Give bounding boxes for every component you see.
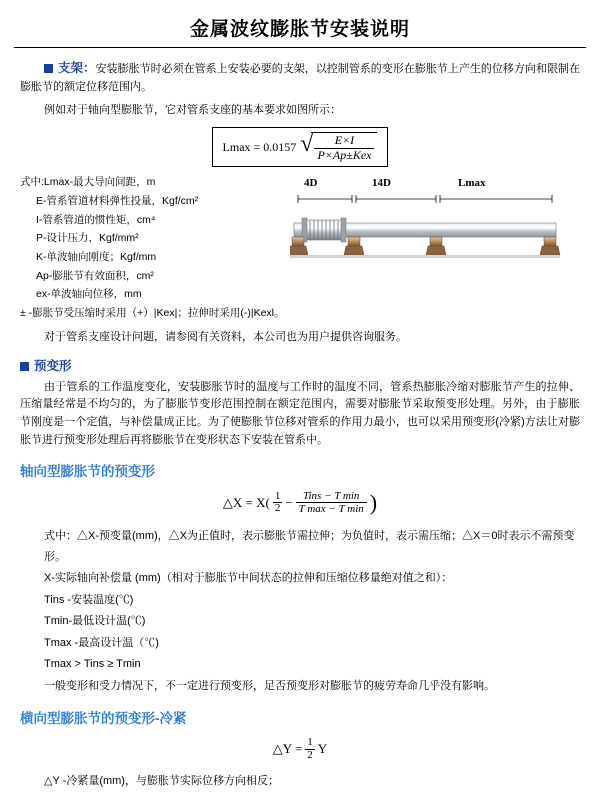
- equation-temp-fraction: $\frac{\text{Tins − T min}}{\text{T max − T min}}$: [296, 490, 367, 516]
- legend-item: Ap-膨胀节有效面积，cm²: [36, 269, 154, 282]
- legend-item: 式中:Lmax-最大导向间距，m: [20, 176, 156, 189]
- section-support-heading: 支架：: [44, 61, 96, 75]
- figure-label-4d: 4D: [304, 177, 318, 190]
- equation-lateral: [20, 737, 580, 761]
- equation-axial: △X = X( $\frac{1}{2}$ − $\frac{\text{Tins − T min}}{\text{T max − T min}}$ ): [222, 489, 378, 516]
- formula-lmax: [20, 127, 580, 167]
- legend-item: I-管系管道的惯性矩，cm⁴: [36, 213, 156, 226]
- equation-lateral-rhs: Y: [317, 741, 328, 757]
- axial-note-line: Tmax -最高设计温（℃): [44, 636, 159, 649]
- radical-icon: √: [300, 131, 314, 158]
- equation-lateral-fraction: $\frac{1}{2}$: [307, 736, 313, 761]
- document-page: [0, 14, 600, 788]
- support-note: 对于管系支座设计问题，请参阅有关资料，本公司也为用户提供咨询服务。: [44, 330, 407, 343]
- figure-label-14d: 14D: [372, 177, 391, 190]
- equation-half-fraction: $\frac{1}{2}$: [274, 489, 281, 515]
- formula-numerator: E×I: [314, 134, 374, 148]
- formula-denominator: P×Ap±Kex: [317, 147, 372, 162]
- legend-item: K-单波轴向刚度；Kgf/mm: [36, 251, 157, 264]
- section-support-paragraph-2: 例如对于轴向型膨胀节，它对管系支座的基本要求如图所示：: [44, 103, 341, 116]
- legend-item: ± -膨胀节受压缩时采用（+）|Kex|；拉伸时采用(-)|Kexl。: [20, 307, 285, 320]
- pipe-diagram-svg: [290, 193, 560, 279]
- legend-item: ex-单波轴向位移，mm: [36, 288, 142, 301]
- section-predeform-heading: 预变形: [20, 356, 580, 374]
- formula-lmax-lhs: Lmax = 0.0157: [222, 139, 297, 154]
- axial-note-line: Tmin-最低设计温(℃): [44, 615, 146, 628]
- axial-note-line: X-实际轴向补偿量 (mm)（相对于膨胀节中间状态的拉伸和压缩位移量绝对值之和）：: [44, 572, 453, 585]
- formula-sqrt: [300, 132, 377, 162]
- axial-note-line: 式中：△X-预变量(mm)，△X为正值时，表示膨胀节需拉伸；为负值时，表示需压缩；△X＝0时表示不需预变形。: [44, 529, 575, 563]
- equation-axial-rhs: ): [369, 489, 378, 515]
- document-body: [0, 58, 600, 793]
- axial-note-line: 一般变形和受力情况下，不一定进行预变形，足否预变形对膨胀节的疲劳寿命几乎没有影响。: [44, 679, 495, 692]
- equation-axial-lhs: △X = X(: [222, 494, 270, 510]
- bullet-square-icon: [44, 64, 53, 73]
- axial-note-line: Tmax > Tins ≥ Tmin: [44, 658, 141, 671]
- lateral-notes: [20, 771, 580, 792]
- title-divider: [14, 47, 586, 48]
- equation-lateral-lhs: △Y =: [272, 741, 303, 757]
- axial-note-line: Tins -安装温度(℃): [44, 593, 134, 606]
- legend-list: [20, 173, 285, 323]
- figure-labels: [290, 177, 580, 193]
- legend-item: E-管系管道材料弹性投量，Kgf/cm²: [36, 195, 199, 207]
- axial-notes: [20, 526, 580, 698]
- page-title: 金属波纹膨胀节安装说明: [189, 19, 410, 40]
- figure-label-lmax: Lmax: [458, 177, 486, 190]
- legend-and-figure: [20, 173, 580, 323]
- figure-pipe-diagram: [290, 173, 580, 279]
- section-predeform-paragraph: 由于管系的工作温度变化，安装膨胀节时的温度与工作时的温度不同，管系热膨胀冷缩对膨胀节产生的拉伸、压缩量经常是不均匀的，为了膨胀节变形范围控制在额定范围内，需要对膨胀节采取预变形处理。另外，由于膨胀节刚度是一个定值，与补偿量成正比。为了使膨胀节位移对管系的作用力最小，也可以采用预变形(冷紧)方法让对膨胀节进行预变形处理后再将膨胀节在变形状态下安装在管系中。: [20, 380, 580, 447]
- section-support-text: 安装膨胀节时必须在管系上安装必要的支架，以控制管系的变形在膨胀节上产生的位移方向和限制在膨胀节的额定位移范围内。: [20, 63, 580, 93]
- lateral-note-line: △Y -冷紧量(mm)，与膨胀节实际位移方向相反；: [44, 775, 279, 788]
- legend-item: P-设计压力，Kgf/mm²: [36, 232, 139, 245]
- subsection-axial-heading: 轴向型膨胀节的预变形: [20, 463, 155, 479]
- subsection-lateral-heading: 横向型膨胀节的预变形-冷紧: [20, 711, 187, 726]
- bullet-square-icon-2: [20, 362, 29, 371]
- section-support-paragraph: [20, 58, 580, 97]
